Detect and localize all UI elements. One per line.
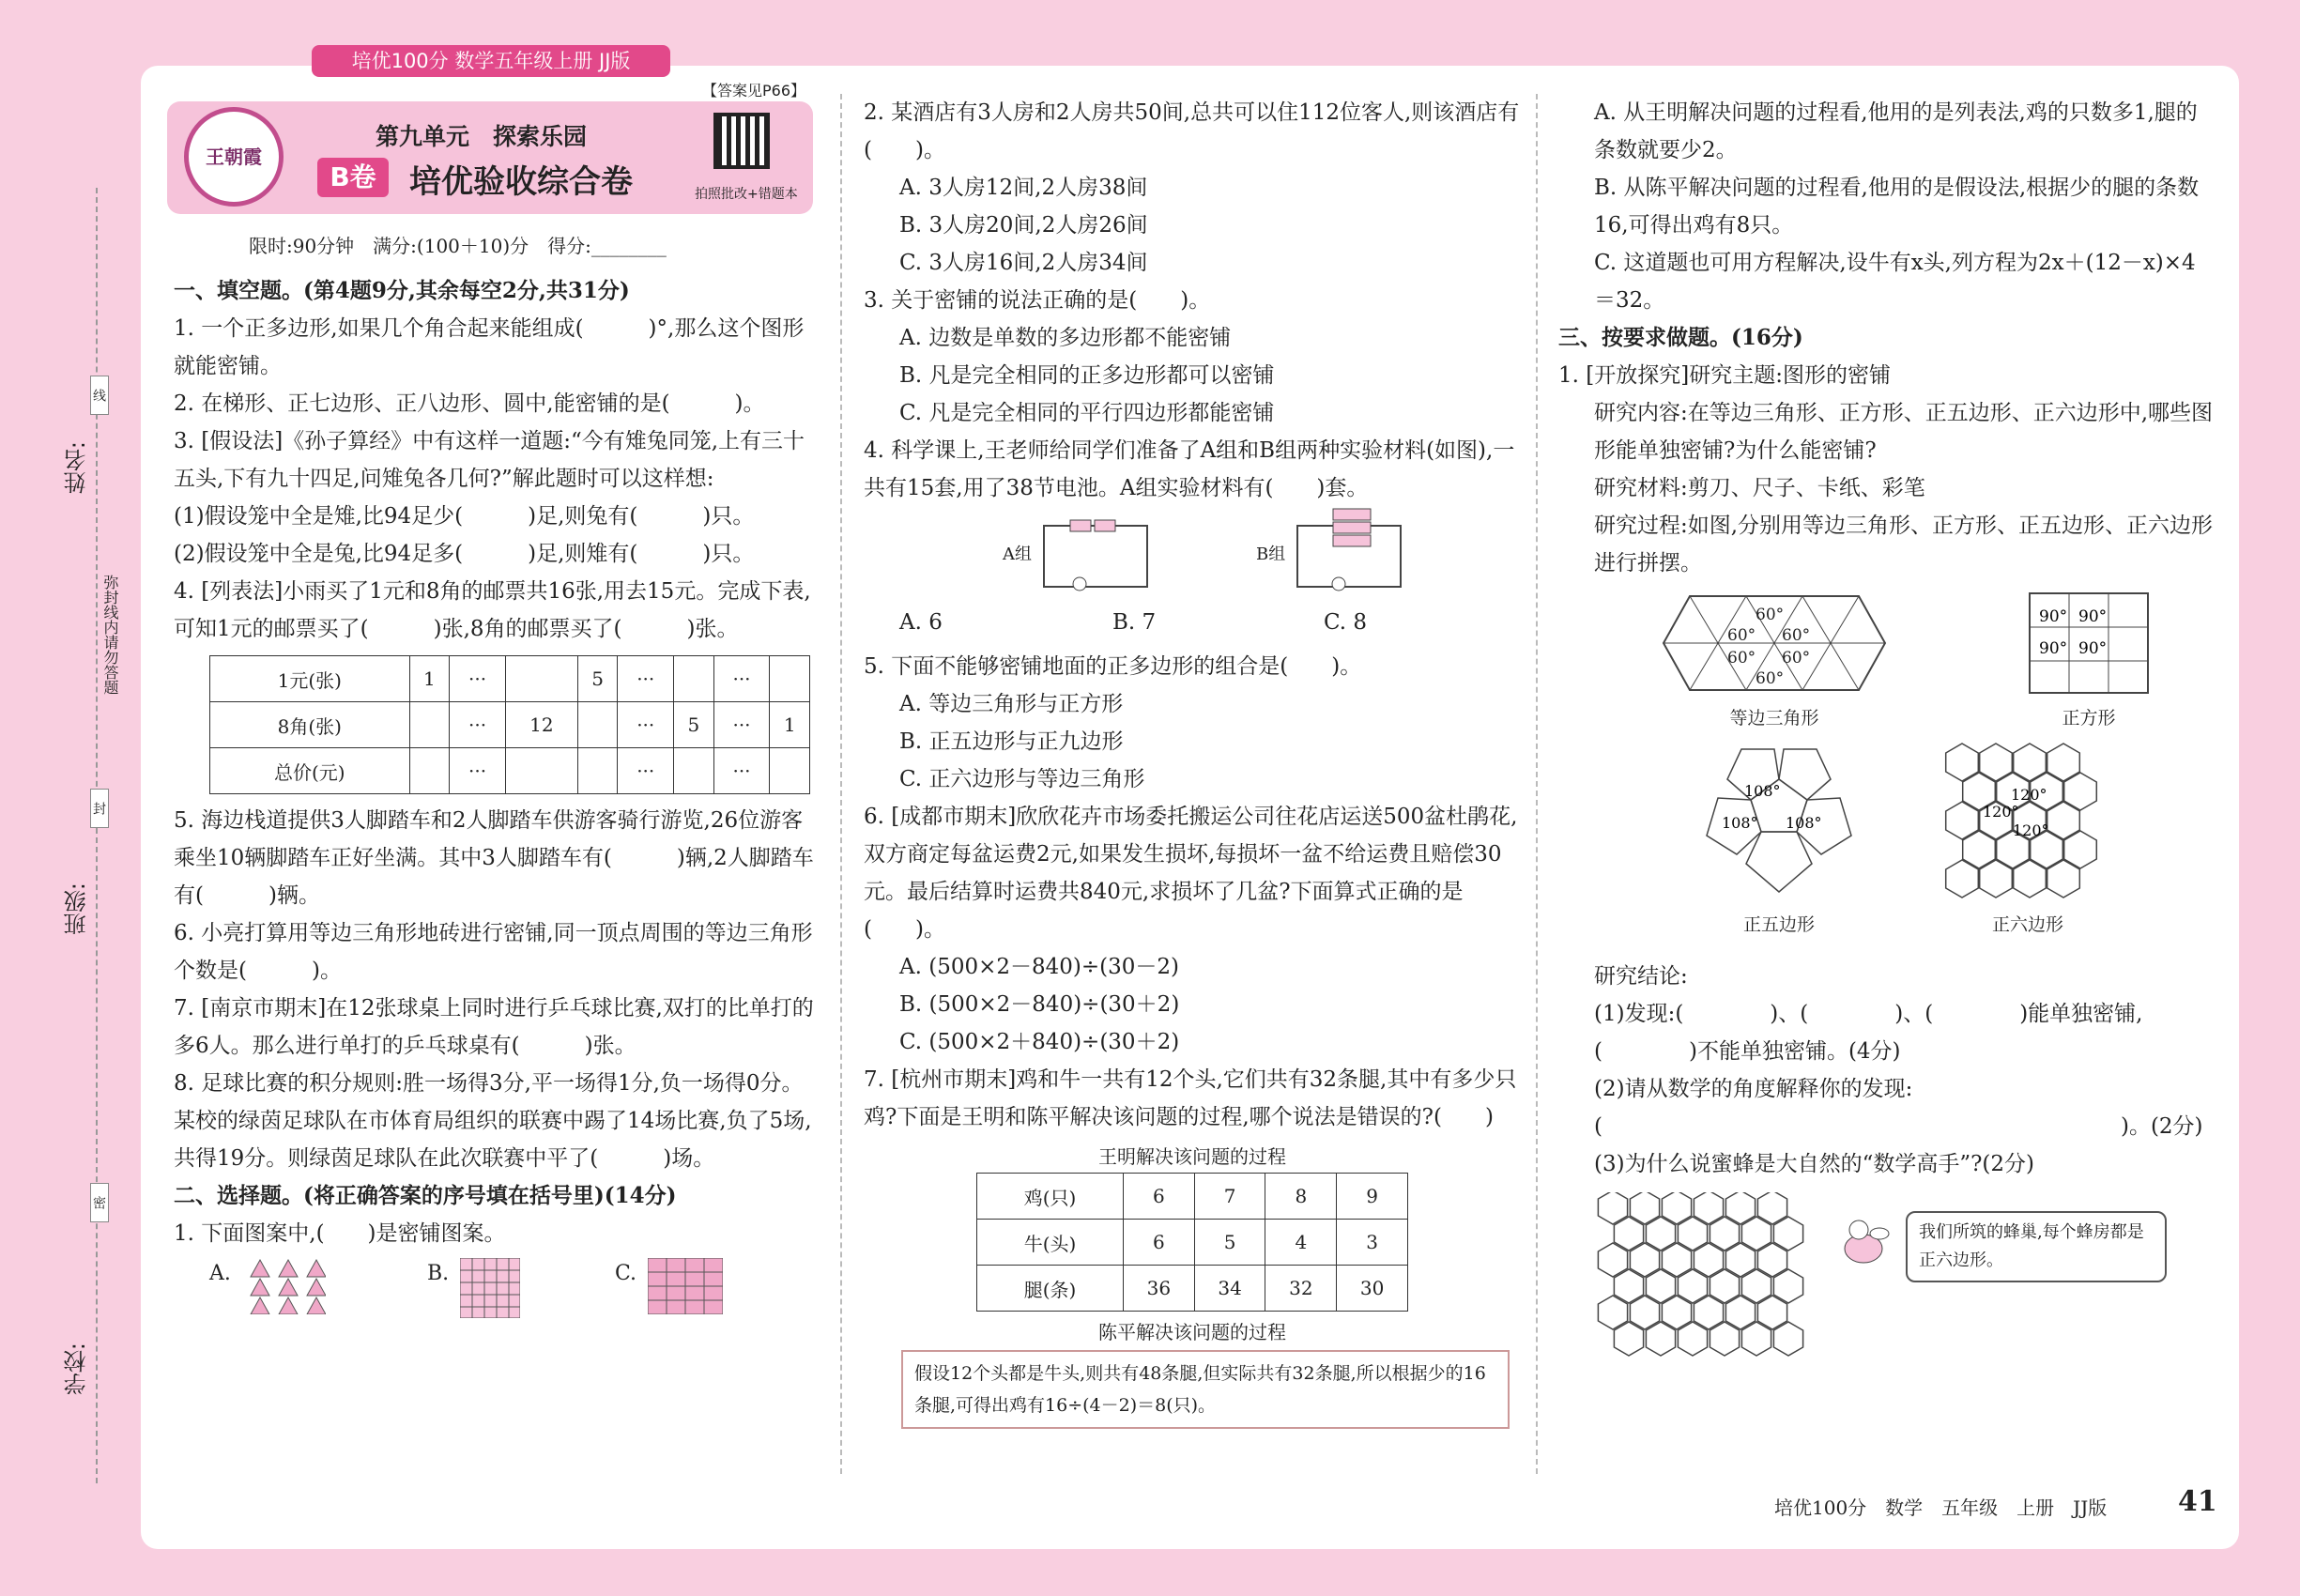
seal-tag-line: 线 <box>90 376 109 415</box>
table-cell: ··· <box>713 702 770 748</box>
hexagon-cell <box>1757 1296 1786 1329</box>
seal-note: 弥封线内请勿答题 <box>101 575 119 695</box>
qr-code[interactable] <box>713 113 770 169</box>
column-divider <box>840 94 842 1474</box>
option-text: B. 3人房20间,2人房26间 <box>899 213 1148 238</box>
triangle-tiling-icon <box>1662 591 1887 695</box>
hexagon-cell <box>1773 1217 1802 1251</box>
answer-options <box>864 610 1521 648</box>
figure-caption: 正五边形 <box>1742 914 1815 935</box>
section-title: 一、填空题。(第4题9分,其余每空2分,共31分) <box>174 278 630 303</box>
research-material: 研究材料:剪刀、尺子、卡纸、彩笔 <box>1594 476 1925 500</box>
table-cell: 6 <box>1124 1220 1195 1266</box>
table-cell <box>409 702 450 748</box>
beehive-figure <box>1558 1183 2216 1361</box>
hexagon-cell <box>1614 1217 1643 1251</box>
option-text: A. 等边三角形与正方形 <box>899 692 1124 716</box>
option-text: A. 从王明解决问题的过程看,他用的是列表法,鸡的只数多1,腿的条数就要少2。 <box>1594 100 2198 162</box>
grid-pattern-icon <box>460 1258 520 1318</box>
question-text: 1. 一个正多边形,如果几个角合起来能组成( )°,那么这个图形就能密铺。 <box>174 316 805 378</box>
table-cell: 腿(条) <box>977 1266 1124 1312</box>
hexagon-cell <box>1678 1217 1707 1251</box>
question-text: (3)为什么说蜜蜂是大自然的“数学高手”?(2分) <box>1594 1152 2035 1176</box>
hexagon-cell <box>1678 1269 1707 1303</box>
pattern-options <box>174 1252 821 1318</box>
svg-text:108°: 108° <box>1786 814 1822 832</box>
figure-caption: 正方形 <box>2062 708 2116 729</box>
table-row <box>977 1220 1408 1266</box>
svg-text:60°: 60° <box>1782 649 1811 668</box>
table-row <box>210 702 810 748</box>
svg-text:108°: 108° <box>1722 814 1758 832</box>
question-text: 1. 下面图案中,( )是密铺图案。 <box>174 1221 506 1246</box>
school-field-label: 学校: <box>64 1343 90 1396</box>
hexagon-cell <box>1741 1269 1771 1303</box>
column-2 <box>864 94 1521 1429</box>
paper-title: 培优验收综合卷 <box>409 163 633 201</box>
qr-caption: 拍照批改+错题本 <box>695 187 798 202</box>
table-cell: 1 <box>770 702 810 748</box>
table-cell: 30 <box>1337 1266 1408 1312</box>
option-text: C. 这道题也可用方程解决,设牛有x头,列方程为2x＋(12－x)×4＝32。 <box>1594 251 2196 313</box>
table-cell: 32 <box>1265 1266 1337 1312</box>
table-cell: 3 <box>1337 1220 1408 1266</box>
bee-icon <box>1831 1211 1896 1277</box>
hexagon-cell <box>1710 1269 1739 1303</box>
hexagon-cell <box>1757 1243 1786 1277</box>
table-cell: 8角(张) <box>210 702 410 748</box>
hexagon-cell <box>1598 1243 1627 1277</box>
table-row <box>977 1174 1408 1220</box>
table-cell: 6 <box>1124 1174 1195 1220</box>
section-title: 二、选择题。(将正确答案的序号填在括号里)(14分) <box>174 1183 677 1208</box>
circuit-figures <box>864 507 1521 610</box>
svg-text:120°: 120° <box>2013 821 2049 839</box>
table-cell: 1 <box>409 656 450 702</box>
stamp-table <box>209 655 810 794</box>
question-text: 2. 某酒店有3人房和2人房共50间,总共可以住112位客人,则该酒店有( )。 <box>864 100 1520 162</box>
circuit-label: A组 <box>1003 545 1032 564</box>
question-text: 5. 下面不能够密铺地面的正多边形的组合是( )。 <box>864 654 1362 679</box>
hexagon-cell <box>1662 1243 1691 1277</box>
figure-caption: 正六边形 <box>1991 914 2063 935</box>
svg-text:120°: 120° <box>1983 803 2019 821</box>
option-text: B. 从陈平解决问题的过程看,他用的是假设法,根据少的腿的条数16,可得出鸡有8只。 <box>1594 176 2200 238</box>
table-cell <box>505 748 577 794</box>
table-cell: 9 <box>1337 1174 1408 1220</box>
circuit-a-icon <box>1042 516 1155 591</box>
section-title: 三、按要求做题。(16分) <box>1558 325 1803 350</box>
honeycomb-icon <box>1596 1192 1821 1361</box>
table-cell: 36 <box>1124 1266 1195 1312</box>
option-text: C. 8 <box>1324 610 1368 635</box>
question-text: 3. [假设法]《孙子算经》中有这样一道题:“今有雉兔同笼,上有三十五头,下有九十四足,问雉兔各几何?”解此题时可以这样想: <box>174 429 805 491</box>
hexagon-cell <box>1662 1296 1691 1329</box>
table-cell: 34 <box>1194 1266 1265 1312</box>
research-content: 研究内容:在等边三角形、正方形、正五边形、正六边形中,哪些图形能单独密铺?为什么能密铺? <box>1594 401 2214 463</box>
table-cell: ··· <box>713 748 770 794</box>
table-cell <box>577 702 618 748</box>
hexagon-cell <box>1710 1217 1739 1251</box>
circuit-label: B组 <box>1256 545 1286 564</box>
table-cell: 4 <box>1265 1220 1337 1266</box>
column-3 <box>1558 94 2216 1361</box>
hexagon-cell <box>1773 1269 1802 1303</box>
column-divider <box>1536 94 1538 1474</box>
option-label: B. <box>427 1262 450 1285</box>
answer-blank[interactable]: ( )。(2分) <box>1594 1114 2203 1139</box>
table-cell <box>409 748 450 794</box>
table-cell: 牛(头) <box>977 1220 1124 1266</box>
option-text: C. 3人房16间,2人房34间 <box>899 251 1148 275</box>
question-text: (2)假设笼中全是兔,比94足多( )足,则雉有( )只。 <box>174 542 755 566</box>
table-cell: ··· <box>618 748 674 794</box>
circuit-b-icon <box>1296 507 1408 591</box>
wangming-table <box>976 1173 1408 1312</box>
table-cell: 5 <box>577 656 618 702</box>
option-text: A. 3人房12间,2人房38间 <box>899 176 1148 200</box>
table-cell: 12 <box>505 702 577 748</box>
hexagon-cell <box>1646 1269 1675 1303</box>
question-text: (1)发现:( )、( )、( )能单独密铺,( )不能单独密铺。(4分) <box>1594 1002 2143 1064</box>
figure-caption: 等边三角形 <box>1729 708 1819 729</box>
table-cell: ··· <box>450 656 506 702</box>
svg-text:90°: 90° <box>2078 607 2108 626</box>
unit-title: 第九单元 探索乐园 <box>376 123 588 150</box>
question-text: 6. [成都市期末]欣欣花卉市场委托搬运公司往花店运送500盆杜鹃花,双方商定每盆运费2元,如果发生损坏,每损坏一盆不给运费且赔偿30元。最后结算时运费共840元,求损坏了几盆?下面算式正确的是( )。 <box>864 805 1518 942</box>
box-title: 陈平解决该问题的过程 <box>1098 1321 1286 1343</box>
hexagon-cell <box>1630 1243 1659 1277</box>
logo: 王朝霞 <box>184 107 284 207</box>
exam-meta: 限时:90分钟 满分:(100＋10)分 得分:________ <box>249 235 667 257</box>
svg-text:90°: 90° <box>2039 607 2068 626</box>
paper-type-badge: B卷 <box>317 158 389 197</box>
table-cell: 5 <box>674 702 714 748</box>
table-cell: 总价(元) <box>210 748 410 794</box>
svg-text:60°: 60° <box>1756 669 1785 688</box>
hexagon-cell <box>1694 1296 1723 1329</box>
question-text: 8. 足球比赛的积分规则:胜一场得3分,平一场得1分,负一场得0分。某校的绿茵足球队在市体育局组织的联赛中踢了14场比赛,负了5场,共得19分。则绿茵足球队在此次联赛中平了( )场。 <box>174 1071 812 1171</box>
hexagon-cell <box>1678 1322 1707 1356</box>
svg-text:60°: 60° <box>1727 649 1756 668</box>
table-cell <box>674 748 714 794</box>
table-row <box>977 1266 1408 1312</box>
table-cell: ··· <box>618 702 674 748</box>
cross-pattern-icon <box>648 1258 723 1314</box>
chenping-box: 假设12个头都是牛头,则共有48条腿,但实际共有32条腿,所以根据少的16条腿,可得出鸡有16÷(4－2)＝8(只)。 <box>901 1350 1510 1429</box>
option-text: B. 凡是完全相同的正多边形都可以密铺 <box>899 363 1275 388</box>
table-cell: 8 <box>1265 1174 1337 1220</box>
table-cell: 鸡(只) <box>977 1174 1124 1220</box>
table-row <box>210 656 810 702</box>
hexagon-cell <box>1630 1296 1659 1329</box>
hexagon-cell <box>1773 1322 1802 1356</box>
question-text: 1. [开放探究]研究主题:图形的密铺 <box>1558 363 1891 388</box>
option-text: C. (500×2＋840)÷(30＋2) <box>899 1030 1180 1054</box>
hexagon-cell <box>1614 1269 1643 1303</box>
table-cell <box>770 656 810 702</box>
footer-series: 培优100分 数学 五年级 上册 JJ版 <box>1774 1496 2108 1519</box>
option-text: A. 6 <box>899 610 943 635</box>
option-text: C. 正六边形与等边三角形 <box>899 767 1145 791</box>
question-text: 5. 海边栈道提供3人脚踏车和2人脚踏车供游客骑行游览,26位游客乘坐10辆脚踏车正好坐满。其中3人脚踏车有( )辆,2人脚踏车有( )辆。 <box>174 808 814 908</box>
hexagon-tiling-icon <box>1934 742 2122 901</box>
table-cell: ··· <box>713 656 770 702</box>
hexagon-cell <box>1741 1322 1771 1356</box>
question-text: 4. 科学课上,王老师给同学们准备了A组和B组两种实验材料(如图),一共有15套,用了38节电池。A组实验材料有( )套。 <box>864 438 1515 500</box>
option-text: A. (500×2－840)÷(30－2) <box>899 955 1180 979</box>
table-cell: ··· <box>450 748 506 794</box>
svg-text:90°: 90° <box>2078 639 2108 658</box>
table-row <box>210 748 810 794</box>
question-text: 2. 在梯形、正七边形、正八边形、圆中,能密铺的是( )。 <box>174 391 765 416</box>
answer-reference: 【答案见P66】 <box>702 82 806 100</box>
question-text: (2)请从数学的角度解释你的发现: <box>1594 1077 1913 1101</box>
triangle-pattern-icon <box>241 1258 326 1314</box>
table-cell: 7 <box>1194 1174 1265 1220</box>
table-cell: ··· <box>450 702 506 748</box>
question-text: (1)假设笼中全是雉,比94足少( )足,则兔有( )只。 <box>174 504 755 529</box>
svg-text:90°: 90° <box>2039 639 2068 658</box>
hexagon-cell <box>1694 1243 1723 1277</box>
question-text: 7. [杭州市期末]鸡和牛一共有12个头,它们共有32条腿,其中有多少只鸡?下面是王明和陈平解决该问题的过程,哪个说法是错误的?( ) <box>864 1067 1517 1129</box>
tiling-figures <box>1558 582 2216 958</box>
svg-text:108°: 108° <box>1744 782 1781 800</box>
square-tiling-icon <box>2028 591 2150 695</box>
option-text: B. (500×2－840)÷(30＋2) <box>899 992 1180 1017</box>
pentagon-tiling-icon <box>1699 742 1859 901</box>
option-text: B. 正五边形与正九边形 <box>899 729 1124 754</box>
question-text: 3. 关于密铺的说法正确的是( )。 <box>864 288 1211 313</box>
option-label: A. <box>209 1262 231 1285</box>
table-cell <box>577 748 618 794</box>
hexagon-cell <box>1646 1322 1675 1356</box>
bee-speech-bubble: 我们所筑的蜂巢,每个蜂房都是正六边形。 <box>1906 1211 2167 1282</box>
table-cell: 1元(张) <box>210 656 410 702</box>
table-cell <box>505 656 577 702</box>
question-text: 7. [南京市期末]在12张球桌上同时进行乒乓球比赛,双打的比单打的多6人。那么进行单打的乒乓球桌有( )张。 <box>174 996 814 1058</box>
page-number: 41 <box>2178 1485 2217 1518</box>
hexagon-cell <box>1598 1296 1627 1329</box>
svg-text:60°: 60° <box>1782 626 1811 645</box>
table-cell: ··· <box>618 656 674 702</box>
series-ribbon: 培优100分 数学五年级上册 JJ版 <box>312 45 670 77</box>
research-process: 研究过程:如图,分别用等边三角形、正方形、正五边形、正六边形进行拼摆。 <box>1594 514 2214 575</box>
seal-tag-secret: 密 <box>90 1183 109 1222</box>
seal-tag-seal: 封 <box>90 789 109 828</box>
question-text: 6. 小亮打算用等边三角形地砖进行密铺,同一顶点周围的等边三角形个数是( )。 <box>174 921 813 983</box>
svg-text:60°: 60° <box>1756 606 1785 624</box>
option-text: A. 边数是单数的多边形都不能密铺 <box>899 326 1232 350</box>
hexagon-cell <box>1725 1296 1755 1329</box>
conclusion-label: 研究结论: <box>1594 964 1688 989</box>
option-label: C. <box>615 1262 637 1285</box>
svg-text:60°: 60° <box>1727 626 1756 645</box>
option-text: C. 凡是完全相同的平行四边形都能密铺 <box>899 401 1275 425</box>
table-cell <box>770 748 810 794</box>
table-cell: 5 <box>1194 1220 1265 1266</box>
hexagon-cell <box>1710 1322 1739 1356</box>
column-1 <box>174 272 821 1318</box>
hexagon-cell <box>1741 1217 1771 1251</box>
table-cell <box>674 656 714 702</box>
hexagon-cell <box>1646 1217 1675 1251</box>
question-text: 4. [列表法]小雨买了1元和8角的邮票共16张,用去15元。完成下表,可知1元的邮票买了( )张,8角的邮票买了( )张。 <box>174 579 811 641</box>
table-title: 王明解决该问题的过程 <box>1098 1145 1286 1168</box>
hexagon-cell <box>1725 1243 1755 1277</box>
class-field-label: 班级: <box>64 882 90 936</box>
svg-text:120°: 120° <box>2011 786 2047 804</box>
hexagon-cell <box>1614 1322 1643 1356</box>
name-field-label: 姓名: <box>64 441 90 495</box>
option-text: B. 7 <box>1112 610 1157 635</box>
